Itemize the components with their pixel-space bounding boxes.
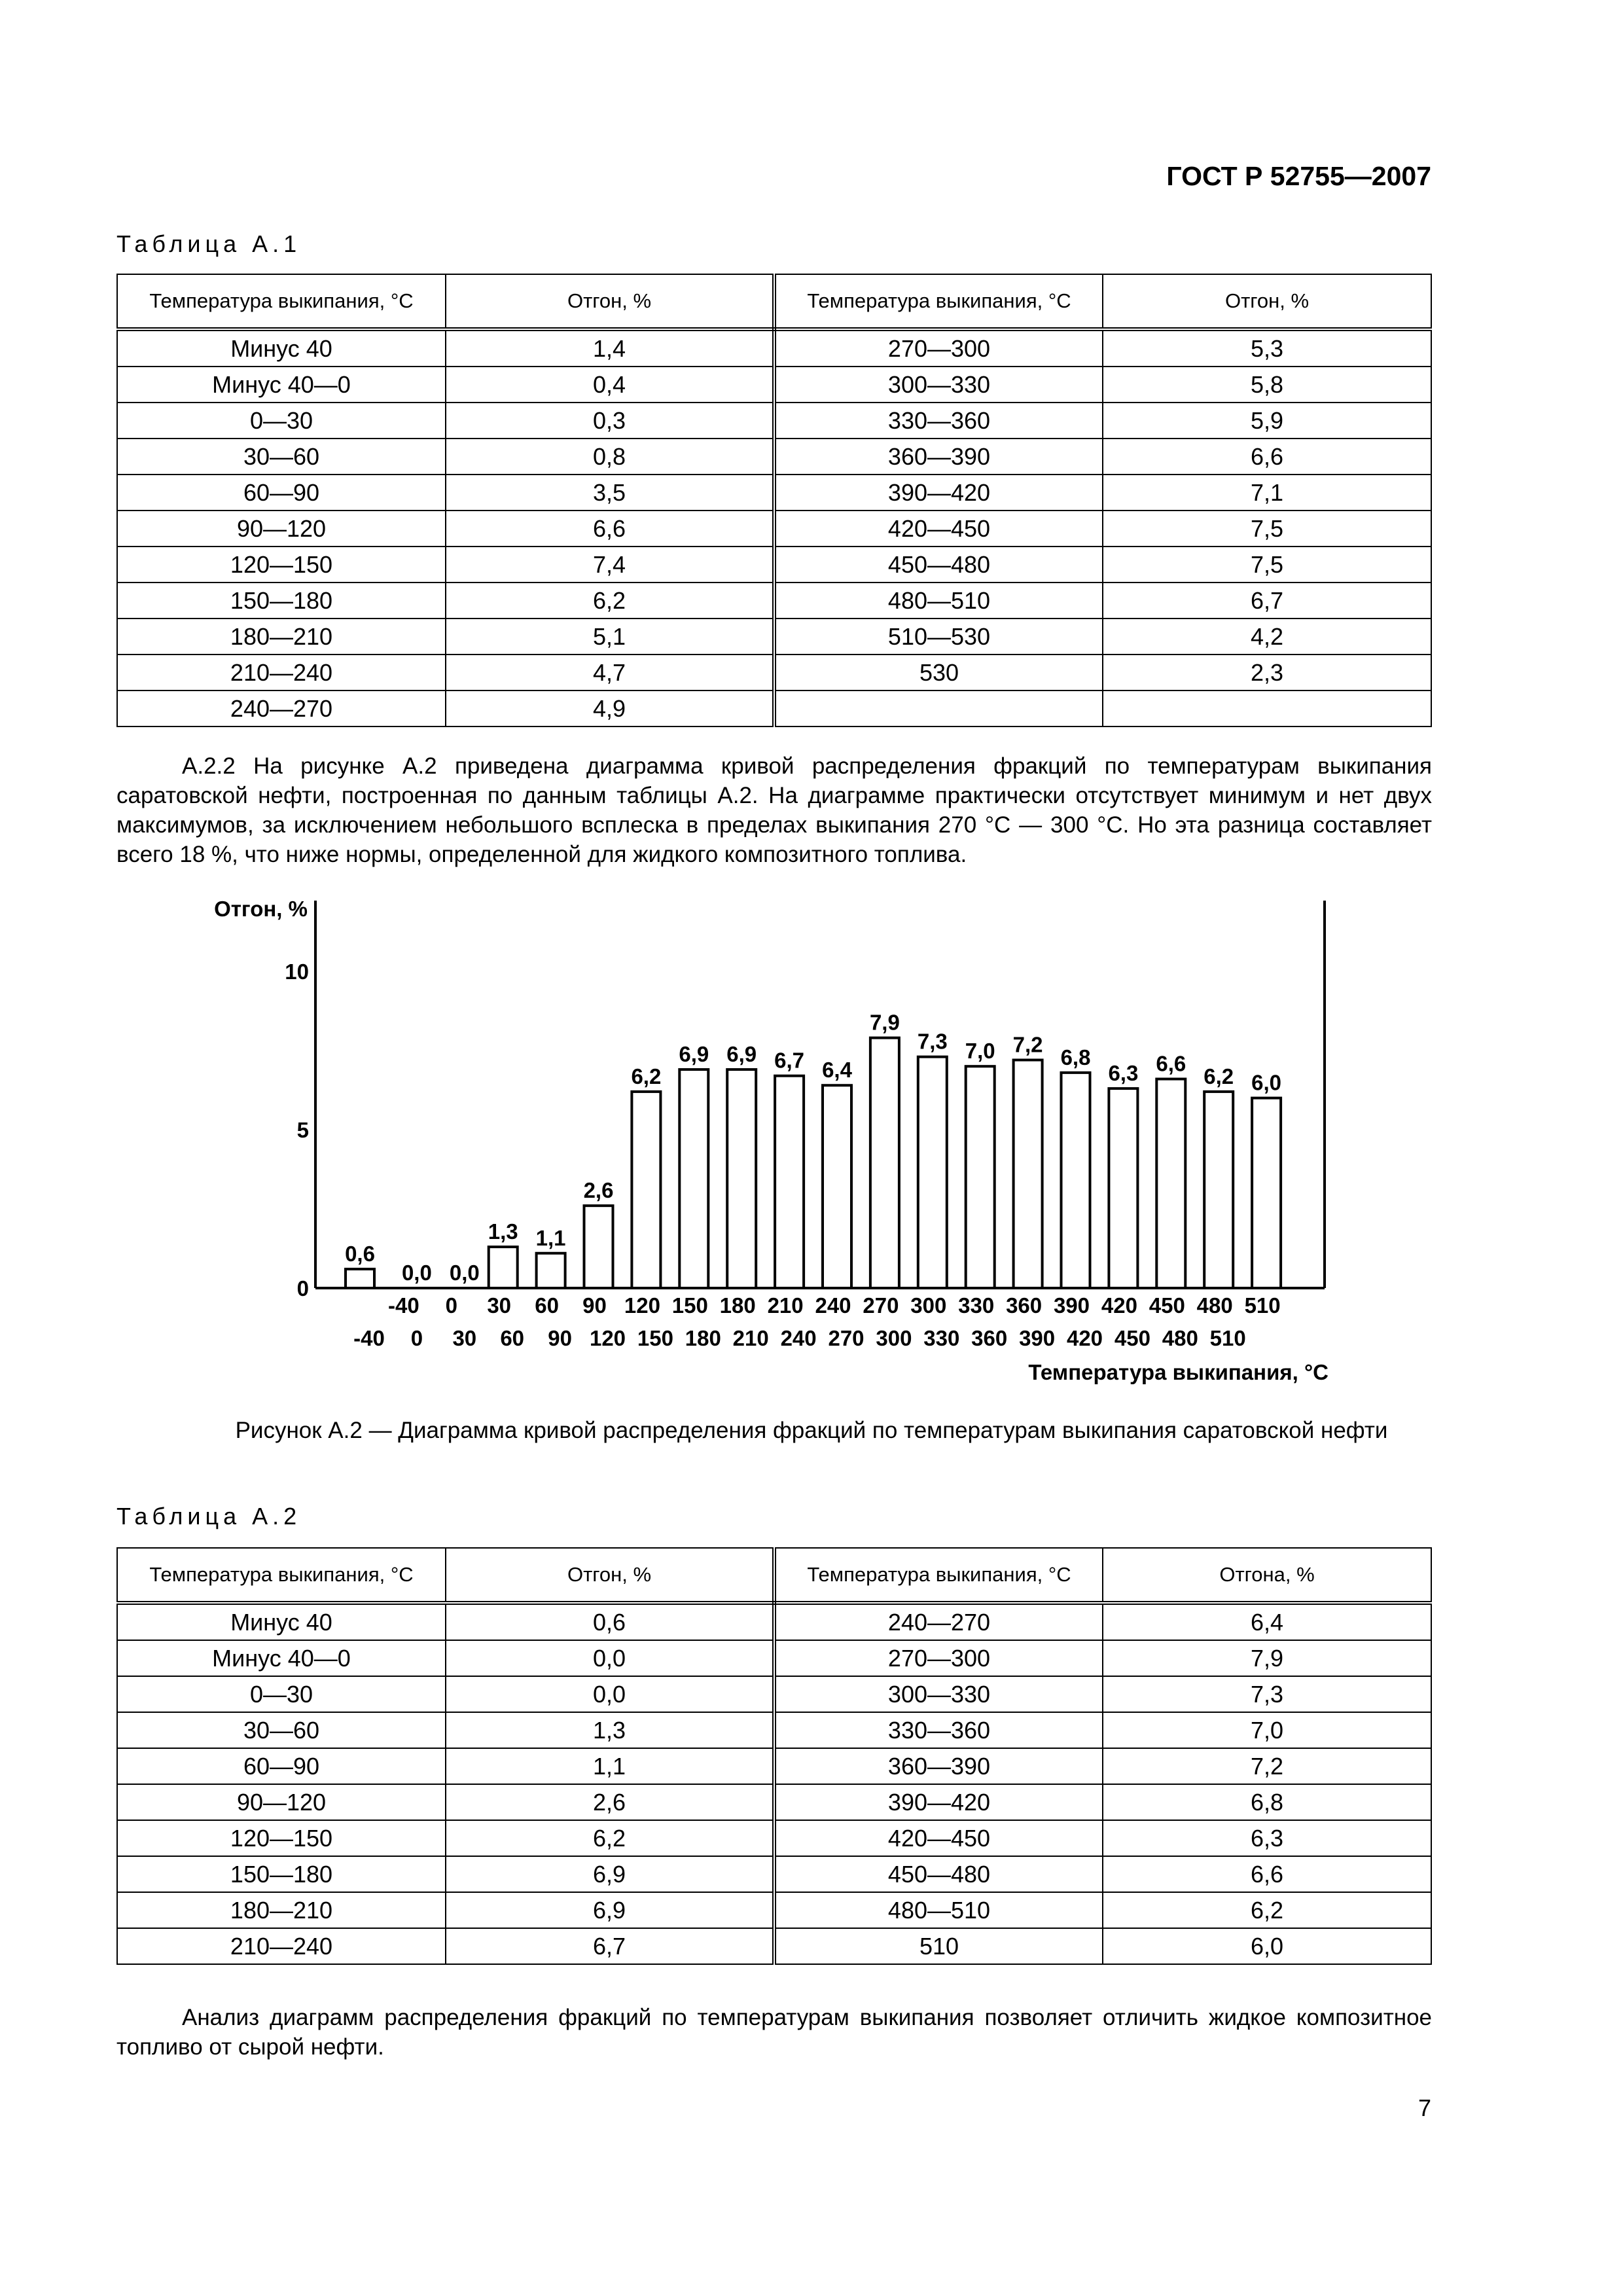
bar	[679, 1069, 708, 1288]
column-header: Температура выкипания, °С	[774, 1548, 1103, 1603]
x-tick-label: 210	[767, 1293, 804, 1318]
bar	[1252, 1098, 1281, 1288]
table-cell: 6,8	[1103, 1784, 1431, 1820]
x-tick-label: 360	[971, 1326, 1008, 1350]
table-cell: 1,3	[446, 1712, 774, 1748]
column-header: Отгон, %	[446, 274, 774, 329]
table-cell: Минус 40—0	[117, 367, 446, 403]
bar-value-label: 0,0	[449, 1261, 480, 1285]
table-cell: 0—30	[117, 403, 446, 439]
standard-code: ГОСТ Р 52755—2007	[1166, 161, 1431, 191]
bar-value-label: 1,1	[535, 1225, 566, 1250]
bar-value-label: 2,6	[583, 1178, 614, 1203]
x-tick-label: 120	[624, 1293, 660, 1318]
table-cell: 5,3	[1103, 329, 1431, 367]
paragraph-a22	[116, 751, 1432, 869]
table-cell: 510—530	[774, 619, 1103, 655]
x-tick-label: -40	[388, 1293, 419, 1318]
x-tick-label: 150	[671, 1293, 708, 1318]
table-cell: 120—150	[117, 1820, 446, 1856]
bar	[870, 1038, 899, 1288]
bar-value-label: 0,0	[401, 1261, 432, 1285]
table-cell: 7,1	[1103, 475, 1431, 511]
x-tick-label: 0	[445, 1293, 457, 1318]
table-cell: 60—90	[117, 475, 446, 511]
x-tick-label: 210	[732, 1326, 769, 1350]
table-cell: 150—180	[117, 583, 446, 619]
bar-value-label: 1,3	[488, 1219, 518, 1244]
table-cell: 6,4	[1103, 1603, 1431, 1640]
bar	[537, 1253, 565, 1288]
x-tick-label: 510	[1244, 1293, 1281, 1318]
x-tick-label: 300	[910, 1293, 947, 1318]
table-cell	[774, 691, 1103, 726]
bar	[918, 1057, 947, 1288]
x-tick-label: 450	[1149, 1293, 1185, 1318]
table-row	[117, 329, 1431, 367]
table-cell: 6,3	[1103, 1820, 1431, 1856]
table-row	[117, 511, 1431, 547]
table-cell: 420—450	[774, 511, 1103, 547]
y-tick-label: 10	[285, 960, 309, 984]
table-cell: 7,0	[1103, 1712, 1431, 1748]
bar	[966, 1066, 995, 1288]
table-row	[117, 691, 1431, 726]
table-cell: 6,7	[446, 1928, 774, 1964]
x-tick-label: 480	[1162, 1326, 1198, 1350]
y-tick-label: 0	[296, 1276, 309, 1300]
x-tick-label: 90	[548, 1326, 572, 1350]
paragraph-conclusion-text: Анализ диаграмм распределения фракций по температурам выкипания позволяет отличить жидкое композитное топливо от сырой нефти.	[116, 2005, 1432, 2060]
bar-value-label: 6,9	[679, 1042, 709, 1067]
x-tick-label: 270	[863, 1293, 899, 1318]
table-cell: 2,3	[1103, 655, 1431, 691]
x-tick-label: 240	[815, 1293, 851, 1318]
x-tick-label: 480	[1196, 1293, 1233, 1318]
table-cell: 6,2	[446, 1820, 774, 1856]
bar	[584, 1206, 613, 1288]
table-row	[117, 439, 1431, 475]
table-cell: 240—270	[117, 691, 446, 726]
table-a1	[116, 274, 1432, 727]
table-cell: 180—210	[117, 619, 446, 655]
table-cell: 7,4	[446, 547, 774, 583]
table-cell: 360—390	[774, 439, 1103, 475]
x-tick-label: 60	[535, 1293, 559, 1318]
table-cell: 530	[774, 655, 1103, 691]
paragraph-a22-text: А.2.2 На рисунке А.2 приведена диаграмма кривой распределения фракций по температурам выкипания саратовской нефти, построенная по данным таблицы А.2. На диаграмме практически отсутствует минимум и нет двух максимумов, за исключением небольшого всплеска в пределах выкипания 270 °С — 300 °С. Но эта разница составляет всего 18 %, что ниже нормы, определенной для жидкого композитного топлива.	[116, 753, 1432, 867]
bar	[1061, 1073, 1090, 1288]
bar-value-label: 6,0	[1251, 1070, 1282, 1095]
y-axis-label: Отгон, %	[214, 897, 308, 921]
table-row	[117, 1856, 1431, 1892]
table-cell: 270—300	[774, 329, 1103, 367]
table-cell: 450—480	[774, 1856, 1103, 1892]
x-tick-label: 510	[1209, 1326, 1246, 1350]
table-a2-caption: Таблица А.2	[116, 1503, 302, 1530]
x-tick-label: 180	[685, 1326, 721, 1350]
x-tick-label: 30	[452, 1326, 477, 1350]
table-cell: 1,4	[446, 329, 774, 367]
table-row	[117, 1820, 1431, 1856]
page-number: 7	[1418, 2094, 1431, 2121]
table-row	[117, 475, 1431, 511]
x-tick-label: 390	[1019, 1326, 1056, 1350]
table-cell: 0,3	[446, 403, 774, 439]
table-cell: 480—510	[774, 1892, 1103, 1928]
x-tick-label: 150	[637, 1326, 673, 1350]
bar	[1156, 1079, 1185, 1288]
table-cell: 330—360	[774, 1712, 1103, 1748]
table-cell: Минус 40	[117, 329, 446, 367]
bar	[775, 1076, 804, 1288]
table-cell: 0,8	[446, 439, 774, 475]
table-cell: 270—300	[774, 1640, 1103, 1676]
y-tick-label: 5	[296, 1118, 309, 1142]
table-cell: 6,6	[1103, 439, 1431, 475]
table-cell: 6,9	[446, 1892, 774, 1928]
paragraph-conclusion	[116, 2003, 1432, 2062]
table-row	[117, 547, 1431, 583]
bar	[489, 1247, 518, 1288]
bar	[1014, 1060, 1043, 1288]
table-cell: 1,1	[446, 1748, 774, 1784]
x-tick-label: 420	[1101, 1293, 1137, 1318]
table-row	[117, 655, 1431, 691]
column-header: Температура выкипания, °С	[117, 274, 446, 329]
table-cell: 450—480	[774, 547, 1103, 583]
table-row	[117, 1928, 1431, 1964]
table-row	[117, 367, 1431, 403]
table-cell: 60—90	[117, 1748, 446, 1784]
table-cell: Минус 40	[117, 1603, 446, 1640]
bar-value-label: 7,3	[917, 1029, 948, 1054]
table-cell: 0,0	[446, 1676, 774, 1712]
table-row	[117, 403, 1431, 439]
table-row	[117, 1712, 1431, 1748]
table-cell	[1103, 691, 1431, 726]
table-cell: 5,1	[446, 619, 774, 655]
x-tick-label: 60	[500, 1326, 525, 1350]
bar-value-label: 6,9	[726, 1042, 757, 1067]
bar-value-label: 7,0	[965, 1039, 995, 1064]
table-row	[117, 1676, 1431, 1712]
table-cell: 0,6	[446, 1603, 774, 1640]
x-tick-label: 420	[1066, 1326, 1103, 1350]
x-tick-label: 240	[780, 1326, 817, 1350]
bar	[1204, 1092, 1233, 1288]
column-header: Отгон, %	[1103, 274, 1431, 329]
table-cell: 90—120	[117, 511, 446, 547]
x-tick-label: 330	[923, 1326, 960, 1350]
table-cell: 3,5	[446, 475, 774, 511]
x-tick-label: 180	[719, 1293, 756, 1318]
table-cell: 0,0	[446, 1640, 774, 1676]
table-row	[117, 1603, 1431, 1640]
table-cell: 150—180	[117, 1856, 446, 1892]
table-a2-header-row	[117, 1548, 1431, 1603]
table-cell: 7,5	[1103, 511, 1431, 547]
table-cell: 360—390	[774, 1748, 1103, 1784]
table-cell: 7,2	[1103, 1748, 1431, 1784]
table-row	[117, 1892, 1431, 1928]
table-row	[117, 619, 1431, 655]
table-row	[117, 1784, 1431, 1820]
table-a1-body	[117, 329, 1431, 726]
x-tick-label: 300	[876, 1326, 912, 1350]
table-cell: 120—150	[117, 547, 446, 583]
column-header: Отгон, %	[446, 1548, 774, 1603]
x-tick-label: 270	[828, 1326, 865, 1350]
bar-value-label: 6,3	[1108, 1061, 1139, 1086]
table-cell: 6,2	[1103, 1892, 1431, 1928]
bar-value-label: 6,7	[774, 1048, 805, 1073]
table-cell: 390—420	[774, 475, 1103, 511]
bar-value-label: 6,2	[631, 1064, 662, 1088]
bar-value-label: 7,2	[1012, 1032, 1043, 1057]
table-cell: 7,5	[1103, 547, 1431, 583]
x-axis-label: Температура выкипания, °С	[1028, 1360, 1329, 1384]
table-a2	[116, 1547, 1432, 1965]
table-cell: 0,4	[446, 367, 774, 403]
x-tick-label: 30	[487, 1293, 512, 1318]
bar-value-label: 6,2	[1204, 1064, 1234, 1088]
table-cell: 4,9	[446, 691, 774, 726]
table-cell: 5,8	[1103, 367, 1431, 403]
x-tick-label: 450	[1114, 1326, 1150, 1350]
table-cell: 6,2	[446, 583, 774, 619]
bar	[632, 1092, 660, 1288]
figure-caption: Рисунок А.2 — Диаграмма кривой распределения фракций по температурам выкипания саратовской нефти	[235, 1418, 1388, 1443]
table-cell: 300—330	[774, 367, 1103, 403]
table-cell: 4,7	[446, 655, 774, 691]
bar	[727, 1069, 756, 1288]
table-cell: 6,0	[1103, 1928, 1431, 1964]
table-cell: 390—420	[774, 1784, 1103, 1820]
table-cell: 6,7	[1103, 583, 1431, 619]
table-row	[117, 1640, 1431, 1676]
table-cell: 0—30	[117, 1676, 446, 1712]
table-cell: 210—240	[117, 1928, 446, 1964]
table-cell: 6,6	[446, 511, 774, 547]
table-cell: 240—270	[774, 1603, 1103, 1640]
table-cell: 480—510	[774, 583, 1103, 619]
bar-value-label: 6,4	[822, 1058, 852, 1083]
column-header: Температура выкипания, °С	[117, 1548, 446, 1603]
table-cell: 7,9	[1103, 1640, 1431, 1676]
table-cell: 30—60	[117, 439, 446, 475]
x-tick-label: 360	[1006, 1293, 1043, 1318]
table-a2-body	[117, 1603, 1431, 1964]
table-cell: 6,9	[446, 1856, 774, 1892]
table-cell: 2,6	[446, 1784, 774, 1820]
x-tick-label: 330	[958, 1293, 995, 1318]
x-tick-label: 390	[1053, 1293, 1090, 1318]
table-cell: 510	[774, 1928, 1103, 1964]
x-tick-label: 90	[582, 1293, 607, 1318]
table-a1-header-row	[117, 274, 1431, 329]
table-cell: 4,2	[1103, 619, 1431, 655]
column-header: Температура выкипания, °С	[774, 274, 1103, 329]
table-cell: 6,6	[1103, 1856, 1431, 1892]
x-tick-label: -40	[353, 1326, 385, 1350]
table-cell: 210—240	[117, 655, 446, 691]
table-cell: 30—60	[117, 1712, 446, 1748]
table-cell: 180—210	[117, 1892, 446, 1928]
bar-value-label: 6,6	[1156, 1051, 1186, 1076]
bar-value-label: 0,6	[345, 1241, 375, 1266]
table-cell: 90—120	[117, 1784, 446, 1820]
bar-value-label: 7,9	[869, 1010, 900, 1035]
bar	[1109, 1088, 1137, 1288]
bar	[346, 1269, 374, 1288]
bar-value-label: 6,8	[1060, 1045, 1091, 1069]
column-header: Отгона, %	[1103, 1548, 1431, 1603]
table-cell: 5,9	[1103, 403, 1431, 439]
table-cell: 300—330	[774, 1676, 1103, 1712]
table-row	[117, 1748, 1431, 1784]
table-row	[117, 583, 1431, 619]
x-tick-label: 0	[410, 1326, 423, 1350]
bar	[823, 1085, 851, 1288]
table-cell: 7,3	[1103, 1676, 1431, 1712]
table-cell: Минус 40—0	[117, 1640, 446, 1676]
table-cell: 330—360	[774, 403, 1103, 439]
x-tick-label: 120	[589, 1326, 626, 1350]
table-a1-caption: Таблица А.1	[116, 230, 302, 257]
table-cell: 420—450	[774, 1820, 1103, 1856]
